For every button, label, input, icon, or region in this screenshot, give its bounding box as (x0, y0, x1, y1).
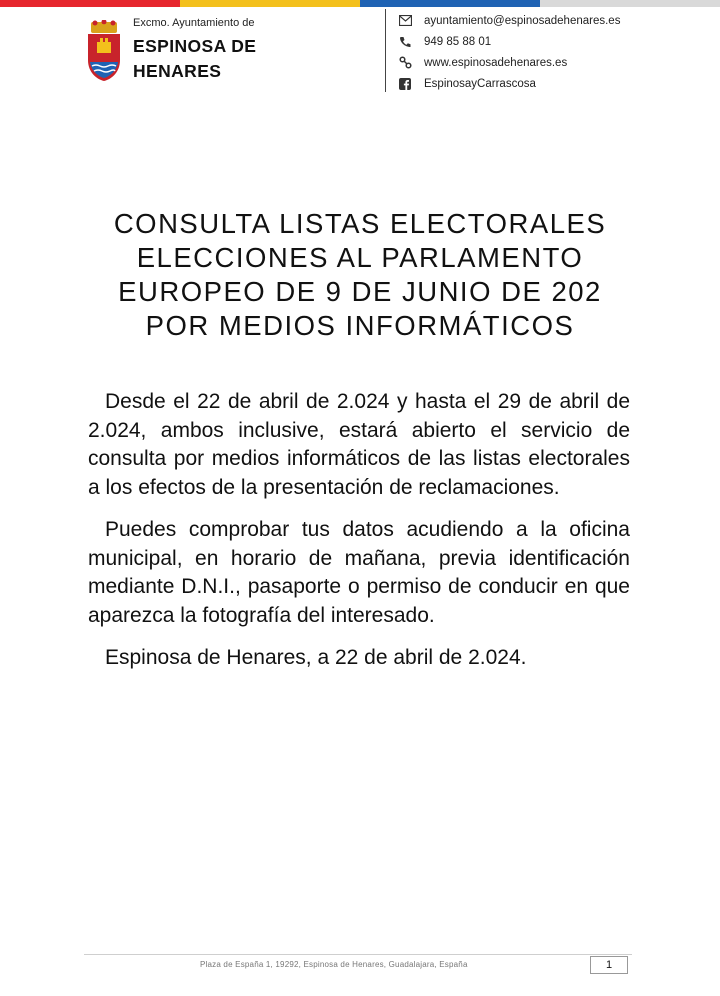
contact-phone[interactable] (398, 31, 620, 52)
title-line-4: POR MEDIOS INFORMÁTICOS (145, 310, 575, 341)
org-name-line2: HENARES (133, 61, 222, 81)
body-paragraph-1: Desde el 22 de abril de 2.024 y hasta el 29 de abril de 2.024, ambos inclusive, estará abierto el servicio de consulta por medios informáticos de las listas electorales a los efectos de la presentación de reclamaciones. (88, 390, 630, 499)
body-paragraph-2: Puedes comprobar tus datos acudiendo a la oficina municipal, en horario de mañana, previa identificación mediante D.N.I., pasaporte o permiso de conducir en que aparezca la fotografía del interesado. (88, 518, 630, 627)
stripe-blue (360, 0, 540, 7)
document-body (88, 388, 630, 687)
envelope-icon (398, 14, 412, 28)
org-name (133, 34, 256, 84)
contact-email-text: ayuntamiento@espinosadehenares.es (424, 14, 621, 27)
contact-phone-text: 949 85 88 01 (424, 35, 492, 48)
header-divider (385, 9, 386, 92)
facebook-icon (398, 77, 412, 91)
stripe-grey (540, 0, 720, 7)
color-stripe (0, 0, 720, 7)
org-name-line1: ESPINOSA DE (133, 36, 257, 56)
contact-website[interactable] (398, 52, 620, 73)
stripe-yellow (180, 0, 360, 7)
contact-email[interactable] (398, 10, 620, 31)
title-line-2: ELECCIONES AL PARLAMENTO (136, 242, 584, 273)
title-line-3: EUROPEO DE 9 DE JUNIO DE 202 (118, 276, 602, 307)
contact-facebook-text: EspinosayCarrascosa (424, 77, 536, 90)
document-title (60, 207, 660, 343)
page-number: 1 (590, 956, 628, 974)
org-prefix: Excmo. Ayuntamiento de (133, 17, 255, 29)
title-line-1: CONSULTA LISTAS ELECTORALES (113, 208, 607, 239)
footer-address: Plaza de España 1, 19292, Espinosa de Henares, Guadalajara, España (200, 960, 468, 969)
footer-divider (84, 954, 632, 955)
phone-icon (398, 35, 412, 49)
contact-list (398, 10, 620, 94)
contact-facebook[interactable] (398, 73, 620, 94)
stripe-red (0, 0, 180, 7)
coat-of-arms-icon (86, 20, 122, 82)
signature-line: Espinosa de Henares, a 22 de abril de 2.024. (105, 646, 527, 669)
contact-website-text: www.espinosadehenares.es (424, 56, 568, 69)
link-icon (398, 56, 412, 70)
